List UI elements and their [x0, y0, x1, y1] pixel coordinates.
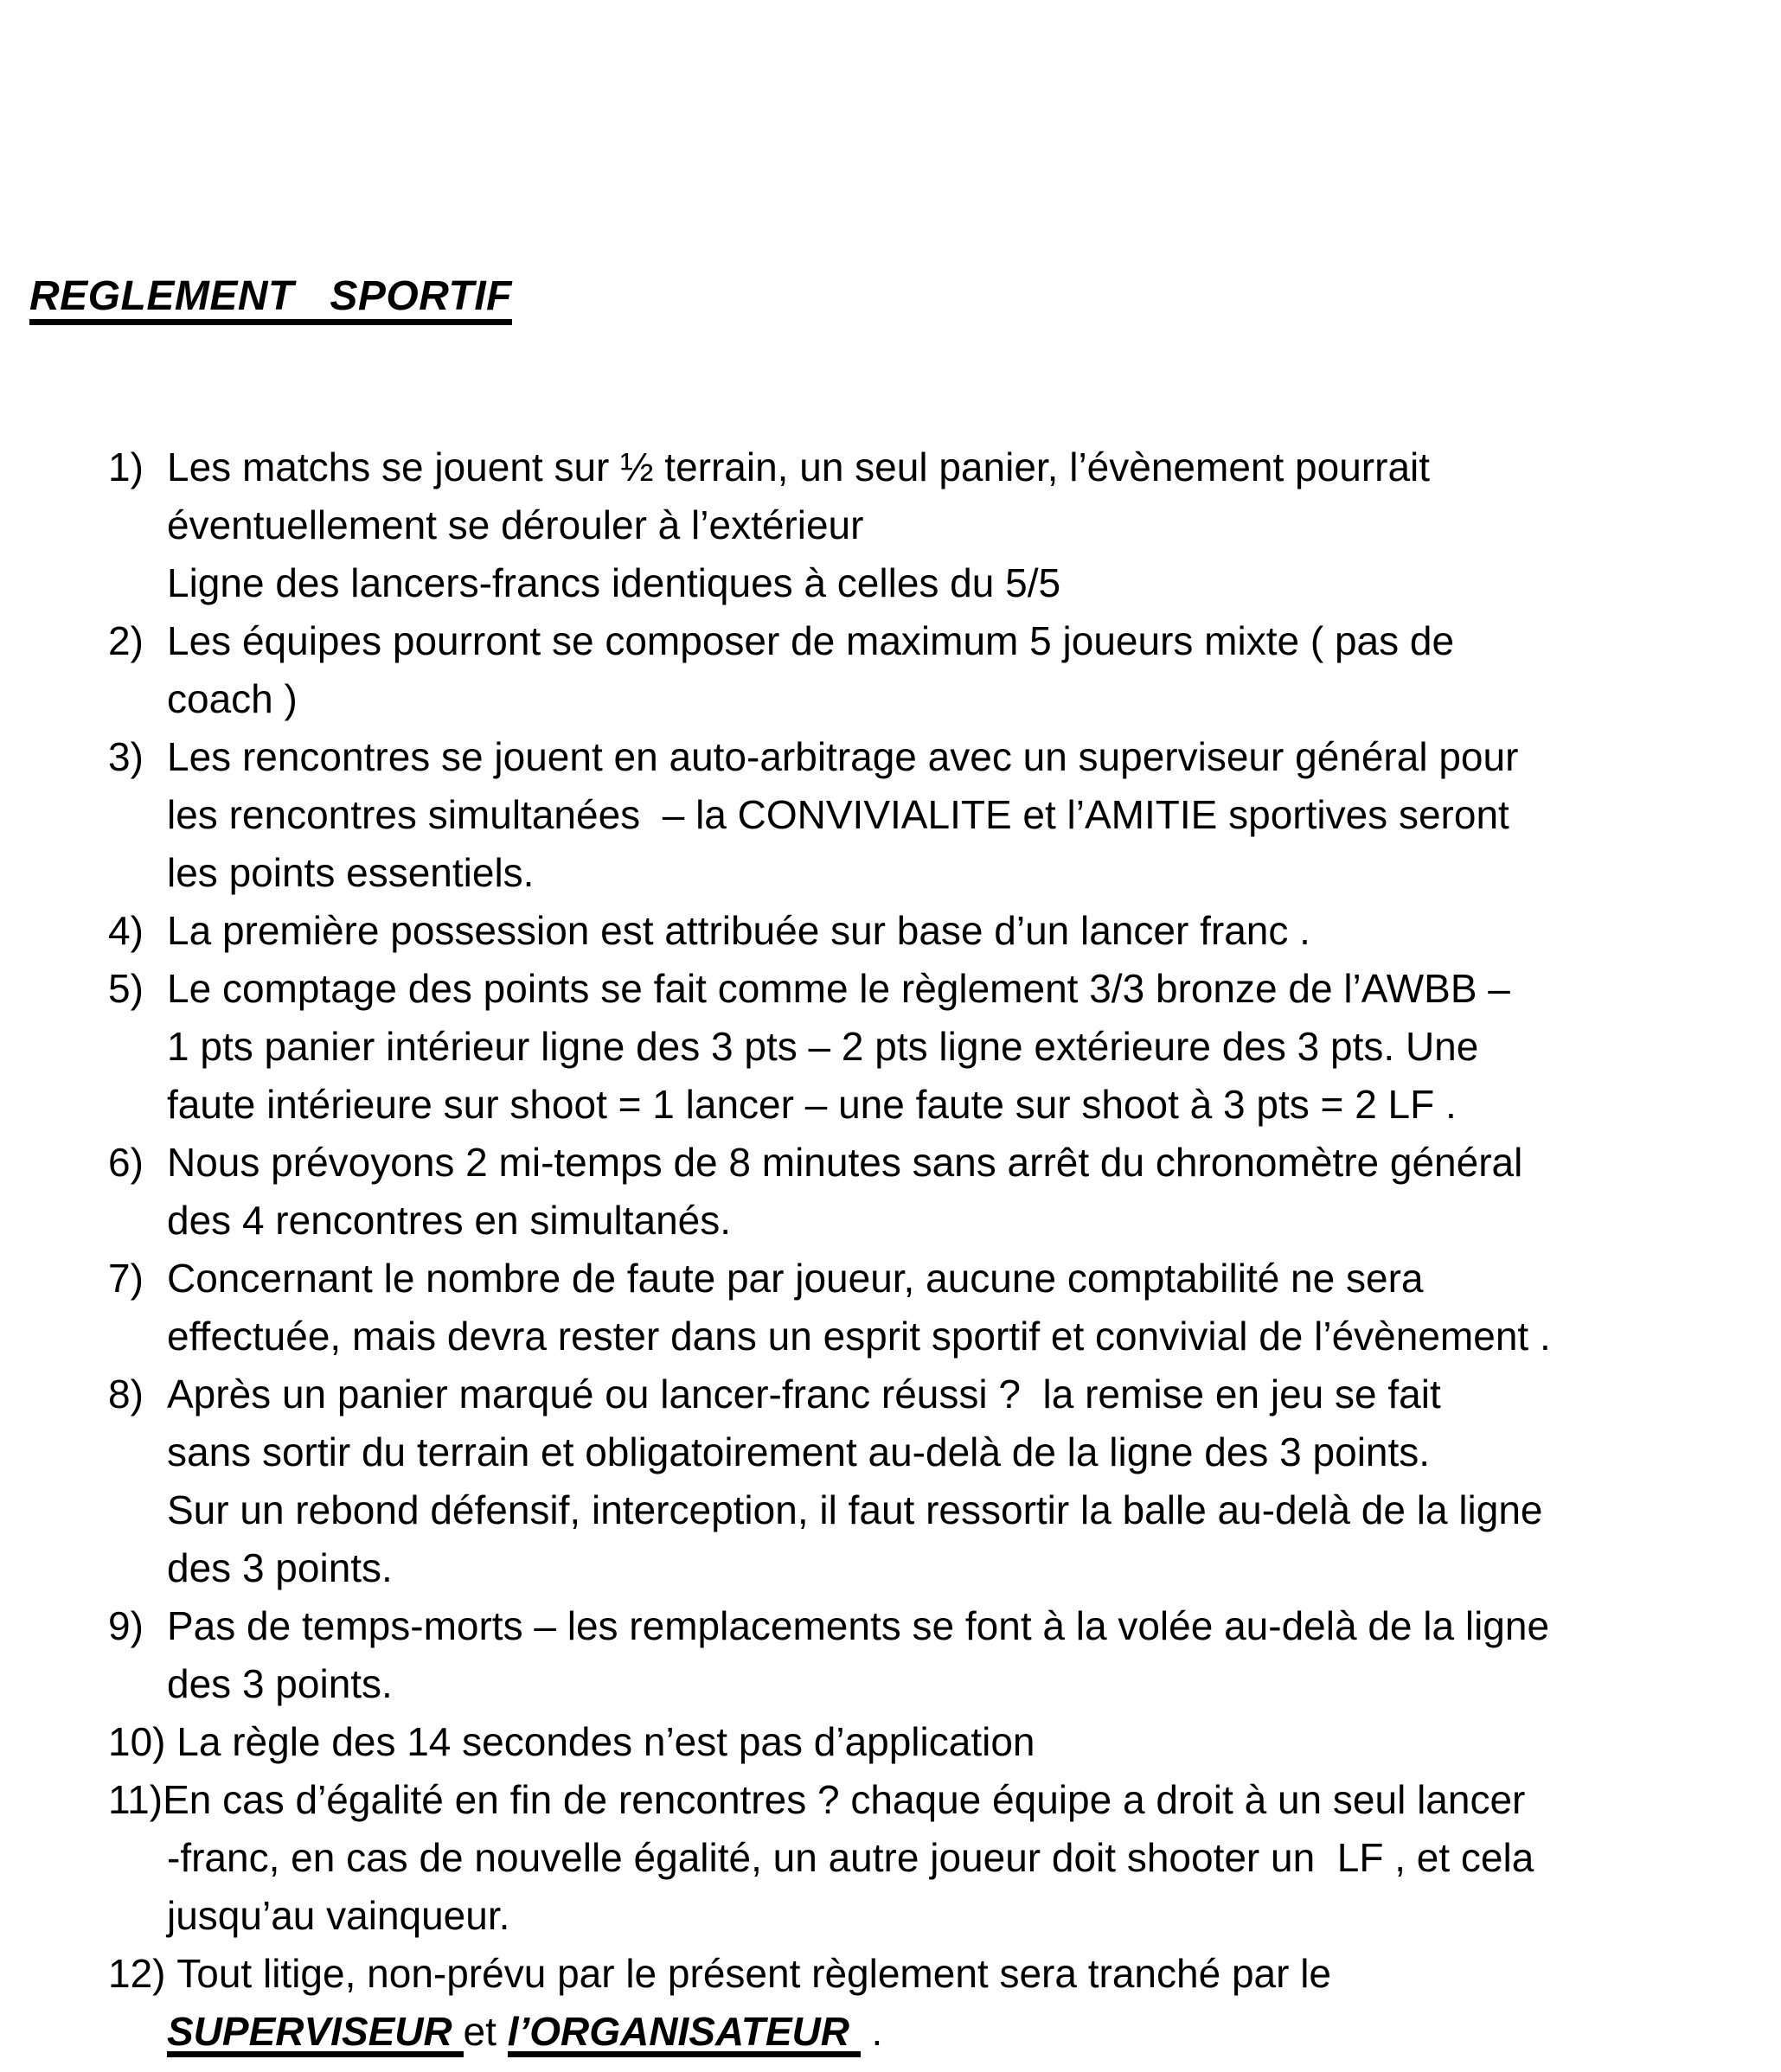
rule-item: [108, 1250, 1551, 1365]
rule-item: [108, 1771, 1551, 1945]
rule-number: 10): [108, 1719, 177, 1764]
rule-item: [108, 1134, 1551, 1250]
rule-text: En cas d’égalité en fin de rencontres ? chaque équipe a droit à un seul lancer: [163, 1777, 1526, 1822]
rule-line: effectuée, mais devra rester dans un esprit sportif et convivial de l’évènement .: [167, 1314, 1551, 1359]
document-title: [29, 272, 512, 325]
rule-line: 1 pts panier intérieur ligne des 3 pts – 2 pts ligne extérieure des 3 pts. Une: [167, 1024, 1479, 1069]
rule-line: [108, 1713, 1551, 1771]
rule-number: 9): [108, 1603, 144, 1648]
rule-number: 5): [108, 966, 144, 1011]
rule-text: .: [860, 2009, 883, 2054]
rule-number: 2): [108, 618, 144, 663]
rule-line: -franc, en cas de nouvelle égalité, un autre joueur doit shooter un LF , et cela: [167, 1835, 1534, 1880]
rule-line: [108, 960, 1551, 1018]
rule-number: 11): [108, 1777, 163, 1822]
rule-emphasis: l’ORGANISATEUR: [508, 2011, 861, 2057]
rule-number: 8): [108, 1372, 144, 1417]
rule-number: 3): [108, 734, 144, 779]
rule-text: et: [463, 2009, 508, 2054]
rule-number: 7): [108, 1256, 144, 1301]
rule-text: Pas de temps-morts – les remplacements se font à la volée au-delà de la ligne: [167, 1603, 1550, 1648]
rule-number: 1): [108, 444, 144, 489]
rule-item: [108, 1597, 1551, 1713]
rule-text: Nous prévoyons 2 mi-temps de 8 minutes sans arrêt du chronomètre général: [167, 1140, 1523, 1185]
rule-number: 6): [108, 1140, 144, 1185]
rules-list: [108, 438, 1551, 2061]
rule-text: La première possession est attribuée sur base d’un lancer franc .: [167, 908, 1310, 953]
rule-line: faute intérieure sur shoot = 1 lancer – une faute sur shoot à 3 pts = 2 LF .: [167, 1082, 1457, 1127]
rule-line: les rencontres simultanées – la CONVIVIALITE et l’AMITIE sportives seront: [167, 792, 1509, 837]
rule-line: sans sortir du terrain et obligatoirement au-delà de la ligne des 3 points.: [167, 1429, 1431, 1474]
rule-line: [108, 1771, 1551, 1829]
rule-line: [108, 1250, 1551, 1308]
rule-line: [108, 728, 1551, 786]
rule-line: [108, 1945, 1551, 2003]
rule-line: [108, 902, 1551, 960]
rule-line: [108, 1365, 1551, 1423]
rule-number: 12): [108, 1951, 177, 1996]
rule-line: [108, 1597, 1551, 1655]
rule-line: [108, 612, 1551, 670]
rule-text: Les matchs se jouent sur ½ terrain, un seul panier, l’évènement pourrait: [167, 444, 1431, 489]
rule-line: Ligne des lancers-francs identiques à celles du 5/5: [167, 560, 1061, 605]
rule-item: [108, 960, 1551, 1134]
rule-text: Les équipes pourront se composer de maximum 5 joueurs mixte ( pas de: [167, 618, 1455, 663]
rule-text: Tout litige, non-prévu par le présent règlement sera tranché par le: [176, 1951, 1332, 1996]
rule-line: des 3 points.: [167, 1661, 393, 1706]
rule-line: coach ): [167, 676, 298, 721]
rule-item: [108, 612, 1551, 728]
rule-line: [108, 2003, 1551, 2061]
rule-text: Le comptage des points se fait comme le règlement 3/3 bronze de l’AWBB –: [167, 966, 1510, 1011]
rule-line: Sur un rebond défensif, interception, il faut ressortir la balle au-delà de la ligne: [167, 1487, 1543, 1532]
rule-item: [108, 1713, 1551, 1771]
rule-number: 4): [108, 908, 144, 953]
rule-emphasis: SUPERVISEUR: [167, 2011, 464, 2057]
rule-line: [108, 1134, 1551, 1192]
rule-item: [108, 438, 1551, 612]
rule-item: [108, 728, 1551, 902]
document-title-text: REGLEMENT SPORTIF: [29, 274, 512, 325]
rule-line: des 3 points.: [167, 1545, 393, 1590]
rule-line: des 4 rencontres en simultanés.: [167, 1198, 732, 1243]
rule-line: jusqu’au vainqueur.: [167, 1893, 510, 1938]
rule-item: [108, 1945, 1551, 2061]
rule-item: [108, 902, 1551, 960]
rule-text: La règle des 14 secondes n’est pas d’application: [176, 1719, 1035, 1764]
rule-text: Les rencontres se jouent en auto-arbitrage avec un superviseur général pour: [167, 734, 1519, 779]
rule-text: Concernant le nombre de faute par joueur, aucune comptabilité ne sera: [167, 1256, 1424, 1301]
rule-line: [108, 438, 1551, 496]
rule-item: [108, 1365, 1551, 1597]
rule-text: Après un panier marqué ou lancer-franc réussi ? la remise en jeu se fait: [167, 1372, 1441, 1417]
rule-line: les points essentiels.: [167, 850, 535, 895]
rule-line: éventuellement se dérouler à l’extérieur: [167, 502, 864, 547]
